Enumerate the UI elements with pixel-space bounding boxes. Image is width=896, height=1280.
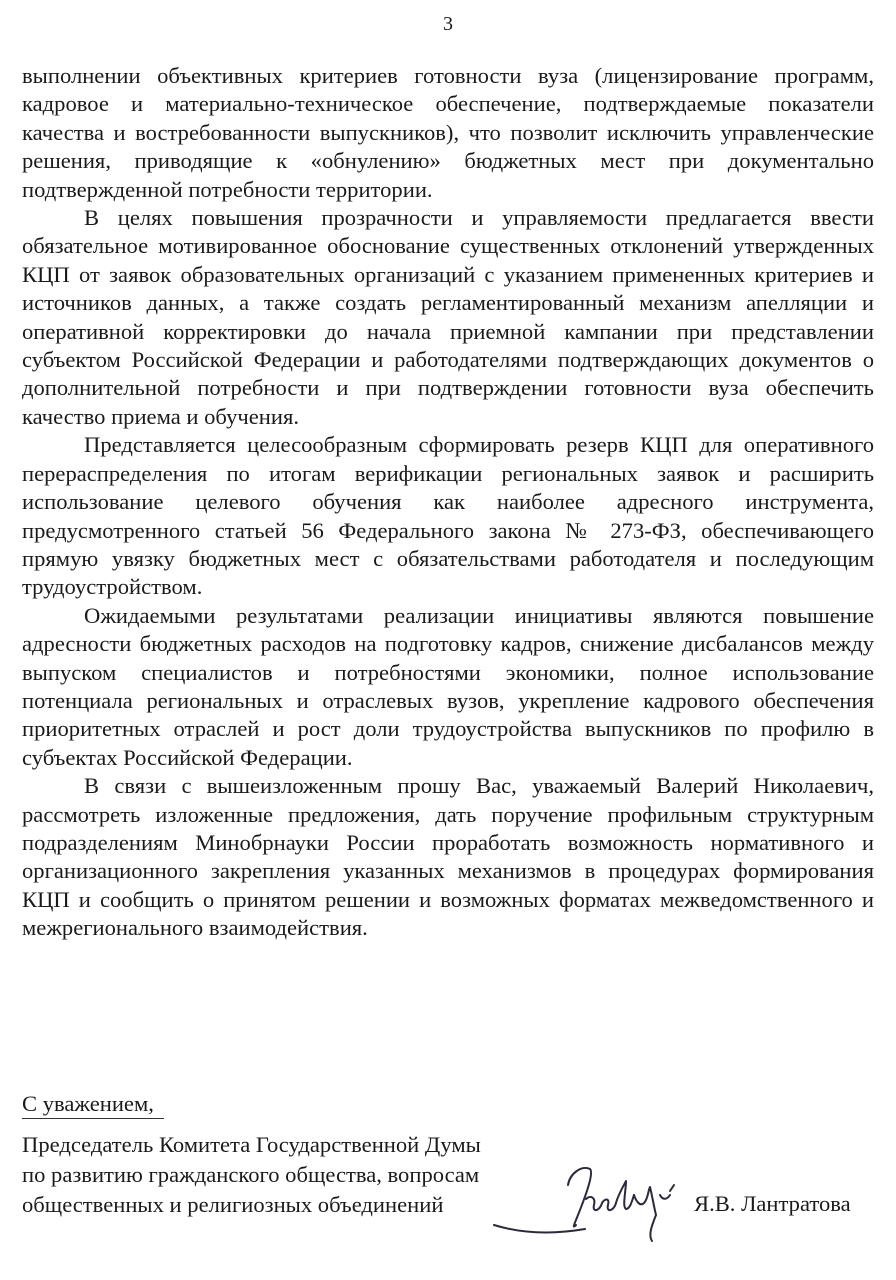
paragraph-reserve: Представляется целесообразным сформировать резерв КЦП для оперативного перераспределения по итогам верификации региональных заявок и расширить использование целевого обучения как наиболее адресного инструмента, предусмотренного статьей 56 Федерального закона № 273-ФЗ, обеспечивающего прямую увязку бюджетных мест с обязательствами работодателя и последующим трудоустройством. [22,432,874,600]
paragraph-transparency: В целях повышения прозрачности и управляемости предлагается ввести обязательное мотивированное обоснование существенных отклонений утвержденных КЦП от заявок образовательных организаций с указанием примененных критериев и источников данных, а также создать регламентированный механизм апелляции и оперативной корректировки до начала приемной кампании при представлении субъектом Российской Федерации и работодателями подтверждающих документов о дополнительной потребности и при подтверждении готовности вуза обеспечить качество приема и обучения. [22,205,874,429]
page-number: 3 [443,13,453,35]
paragraph-continuation: выполнении объективных критериев готовности вуза (лицензирование программ, кадровое и материально-техническое обеспечение, подтверждаемые показатели качества и востребованности выпускников), что позволит исключить управленческие решения, приводящие к «обнулению» бюджетных мест при документально подтвержденной потребности территории. [22,63,874,202]
position-line-3: общественных и религиозных объединений [22,1192,444,1217]
salutation-text: С уважением, [22,1090,164,1119]
position-line-1: Председатель Комитета Государственной Думы [22,1132,481,1157]
salutation [22,1090,164,1119]
paragraph-request: В связи с вышеизложенным прошу Вас, уважаемый Валерий Николаевич, рассмотреть изложенные предложения, дать поручение профильным структурным подразделениям Минобрнауки России проработать возможность нормативного и организационного закрепления указанных механизмов в процедурах формирования КЦП и сообщить о принятом решении и возможных форматах межведомственного и межрегионального взаимодействия. [22,773,874,941]
signer-position [22,1130,481,1220]
position-line-2: по развитию гражданского общества, вопросам [22,1162,480,1187]
paragraph-expected-results: Ожидаемыми результатами реализации инициативы являются повышение адресности бюджетных расходов на подготовку кадров, снижение дисбалансов между выпуском специалистов и потребностями экономики, полное использование потенциала региональных и отраслевых вузов, укрепление кадрового обеспечения приоритетных отраслей и рост доли трудоустройства выпускников по профилю в субъектах Российской Федерации. [22,602,874,770]
signer-name: Я.В. Лантратова [694,1191,851,1216]
letter-body [22,62,874,943]
handwritten-signature [490,1155,690,1250]
